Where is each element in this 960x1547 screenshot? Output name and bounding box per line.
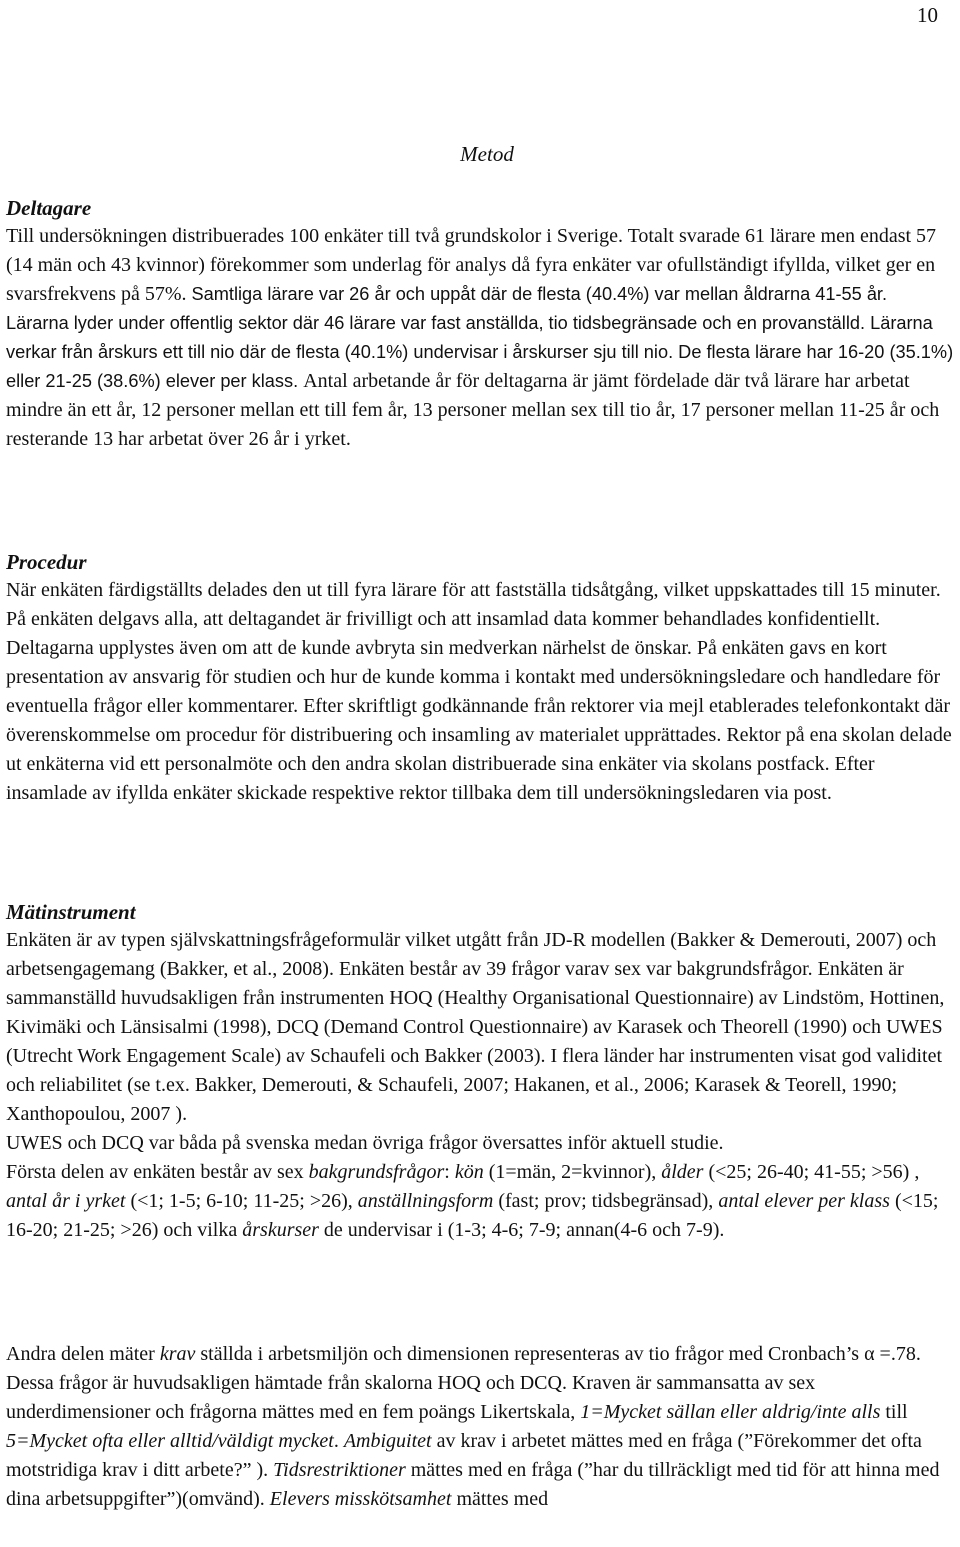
text-run: Ambiguitet: [343, 1430, 432, 1452]
section-heading-matinstrument: Mätinstrument: [6, 900, 136, 924]
text-run: Antal arbetande år för deltagarna är jämt fördelade där två lärare har arbetat mindre än ett år, 12 personer mellan ett till fem år, 13 personer mellan sex till tio år, 17 personer mellan 11-25 år och resterande 13 har arbetat över 26 år i yrket.: [6, 370, 940, 450]
text-run: (fast; prov; tidsbegränsad),: [493, 1190, 719, 1212]
text-run: Första delen av enkäten består av sex: [6, 1161, 309, 1183]
deltagare-paragraph: [6, 222, 954, 454]
text-run: Andra delen mäter: [6, 1343, 160, 1365]
section-heading-deltagare: Deltagare: [6, 196, 92, 220]
page-number: 10: [917, 3, 938, 27]
text-run: Lärarna lyder under offentlig sektor där 46 lärare var fast anställda, tio tidsbegränsade och en provanställd. Lärarna verkar från årskurs ett till nio där de flesta (40.1%) undervisar i årskurser sju till nio. De flesta lärare har 16-20 (35.1%) eller 21-25 (38.6%) elever per klass.: [6, 313, 954, 391]
text-run: (<25; 26-40; 41-55; >56) ,: [703, 1161, 920, 1183]
text-run: anställningsform: [357, 1190, 494, 1212]
text-run: till: [880, 1401, 908, 1423]
section-deltagare: [6, 194, 954, 454]
text-run: (1=män, 2=kvinnor),: [483, 1161, 662, 1183]
section-matinstrument: [6, 898, 954, 1245]
text-run: Till undersökningen distribuerades 100 enkäter till två grundskolor i Sverige. Totalt svarade 61 lärare men endast 57 (14 män och 43 kvinnor) förekommer som underlag för analys då fyra enkäter var ofullständigt ifyllda, vilket ger en svarsfrekvens på 57%.: [6, 225, 937, 305]
text-run: Tidsrestriktioner: [273, 1459, 406, 1481]
text-run: 5=Mycket ofta eller alltid/väldigt mycket: [6, 1430, 334, 1452]
text-run: mättes med: [451, 1488, 549, 1510]
text-run: (<15; 16-20; 21-25; >26) och vilka: [6, 1190, 939, 1241]
text-run: bakgrundsfrågor: [308, 1161, 445, 1183]
matinstrument-paragraph: Enkäten är av typen självskattningsfrågeformulär vilket utgått från JD-R modellen (Bakker & Demerouti, 2007) och arbetsengagemang (Bakker, et al., 2008). Enkäten består av 39 frågor varav sex var bakgrundsfrågor. Enkäten är sammanställd huvudsakligen från instrumenten HOQ (Healthy Organisational Questionnaire) av Lindstöm, Hottinen, Kivimäki och Länsisalmi (1998), DCQ (Demand Control Questionnaire) av Karasek och Theorell (1990) och UWES (Utrecht Work Engagement Scale) av Schaufeli och Bakker (2003). I flera länder har instrumenten visat god validitet och reliabilitet (se t.ex. Bakker, Demerouti, & Schaufeli, 2007; Hakanen, et al., 2006; Karasek & Teorell, 1990; Xanthopoulou, 2007 ).: [6, 929, 945, 1125]
text-run: de undervisar i (1-3; 4-6; 7-9; annan(4-6 och 7-9).: [318, 1219, 725, 1241]
text-run: 1=Mycket sällan eller aldrig/inte alls: [580, 1401, 881, 1423]
text-run: :: [444, 1161, 455, 1183]
text-run: antal elever per klass: [718, 1190, 890, 1212]
text-run: (<1; 1-5; 6-10; 11-25; >26),: [125, 1190, 358, 1212]
text-run: .: [333, 1430, 344, 1452]
section-andra-delen: [6, 1340, 954, 1514]
procedur-paragraph: När enkäten färdigställts delades den ut till fyra lärare för att fastställa tidsåtgång, vilket uppskattades till 15 minuter. På enkäten delgavs alla, att deltagandet är frivilligt och att insamlad data kommer behandlades konfidentiellt. Deltagarna upplystes även om att de kunde avbryta sin medverkan närhelst de önskar. På enkäten gavs en kort presentation av ansvarig för studien och hur de kunde komma i kontakt med undersökningsledare och handledare för eventuella frågor eller kommentarer. Efter skriftligt godkännande från rektorer via mejl etablerades telefonkontakt där överenskommelse om procedur för distribuering och insamling av materialet upprättades. Rektor på ena skolan delade ut enkäterna vid ett personalmöte och den andra skolan distribuerade sina enkäter via skolans postfack. Efter insamlade av ifyllda enkäter skickade respektive rektor tillbaka dem till undersökningsledaren via post.: [6, 579, 952, 804]
section-heading-procedur: Procedur: [6, 550, 87, 574]
text-run: kön: [454, 1161, 484, 1183]
main-heading: Metod: [460, 142, 514, 166]
bakgrundsfragor-paragraph: [6, 1158, 954, 1245]
text-run: Elevers misskötsamhet: [269, 1488, 452, 1510]
text-run: ställda i arbetsmiljön och dimensionen representeras av tio frågor med Cronbach’s α =.78. Dessa frågor är huvudsakligen hämtade från skalorna HOQ och DCQ. Kraven är sammansatta av sex underdimensioner och frågorna mättes med en fem poängs Likertskala,: [6, 1343, 921, 1423]
text-run: krav: [159, 1343, 196, 1365]
andra-delen-paragraph: [6, 1340, 954, 1514]
text-run: antal år i yrket: [6, 1190, 126, 1212]
text-run: av krav i arbetet mättes med en fråga (”Förekommer det ofta motstridiga krav i ditt arbete?” ).: [6, 1430, 922, 1481]
section-procedur: [6, 548, 954, 808]
text-run: Samtliga lärare var 26 år och uppåt där de flesta (40.4%) var mellan åldrarna 41-55 år.: [191, 284, 888, 304]
matinstrument-line: UWES och DCQ var båda på svenska medan övriga frågor översattes inför aktuell studie.: [6, 1132, 724, 1154]
text-run: årskurser: [242, 1219, 319, 1241]
text-run: ålder: [661, 1161, 704, 1183]
text-run: mättes med en fråga (”har du tillräckligt med tid för att hinna med dina arbetsuppgifter”)(omvänd).: [6, 1459, 940, 1510]
